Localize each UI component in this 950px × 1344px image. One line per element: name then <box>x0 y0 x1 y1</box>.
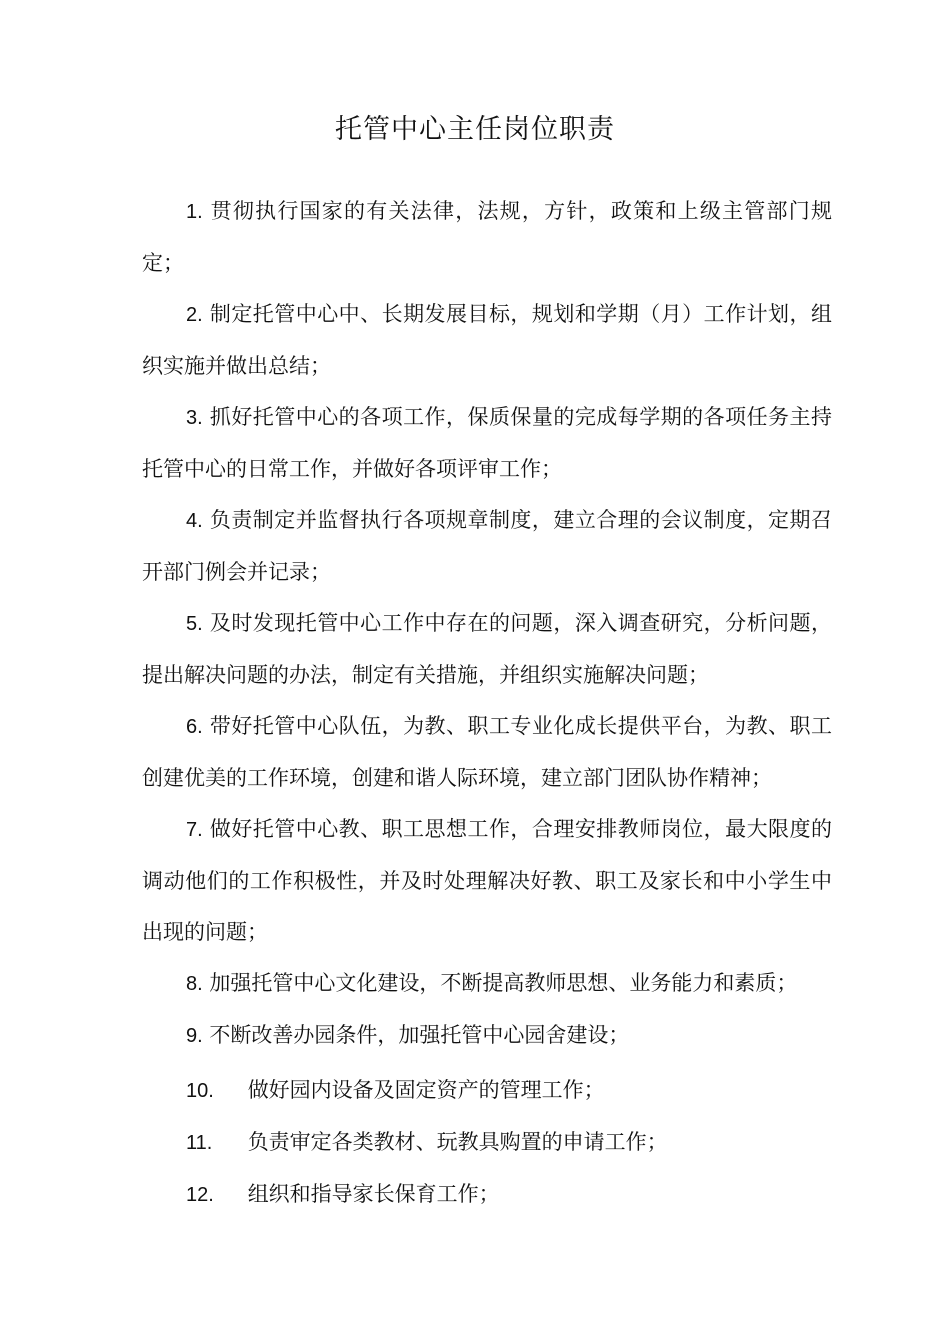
item-text: 负责审定各类教材、玩教具购置的申请工作； <box>247 1130 668 1154</box>
item-number: 4. <box>186 510 203 532</box>
item-text: 不断改善办园条件，加强托管中心园舍建设； <box>209 1023 630 1047</box>
list-item <box>142 1010 832 1062</box>
item-text: 加强托管中心文化建设，不断提高教师思想、业务能力和素质； <box>209 971 798 995</box>
item-text: 带好托管中心队伍，为教、职工专业化成长提供平台，为教、职工创建优美的工作环境，创建和谐人际环境，建立部门团队协作精神； <box>142 714 832 790</box>
item-number: 2. <box>186 304 203 326</box>
item-number: 8. <box>186 973 203 995</box>
list-item <box>142 289 832 392</box>
item-number: 1. <box>186 201 203 223</box>
list-item <box>142 1065 832 1117</box>
list-item <box>142 804 832 958</box>
list-item <box>142 186 832 289</box>
item-number: 9. <box>186 1025 203 1047</box>
list-item <box>142 598 832 701</box>
item-text: 做好园内设备及固定资产的管理工作； <box>247 1078 605 1102</box>
item-number: 7. <box>186 819 203 841</box>
list-item <box>142 495 832 598</box>
item-text: 及时发现托管中心工作中存在的问题，深入调查研究，分析问题，提出解决问题的办法，制定有关措施，并组织实施解决问题； <box>142 611 832 687</box>
list-item <box>142 1117 832 1169</box>
item-number: 10. <box>186 1080 214 1102</box>
item-text: 制定托管中心中、长期发展目标，规划和学期（月）工作计划，组织实施并做出总结； <box>142 302 832 378</box>
item-text: 组织和指导家长保育工作； <box>247 1182 500 1206</box>
item-text: 负责制定并监督执行各项规章制度，建立合理的会议制度，定期召开部门例会并记录； <box>142 508 832 584</box>
item-text: 贯彻执行国家的有关法律，法规，方针，政策和上级主管部门规定； <box>142 199 832 275</box>
item-number: 5. <box>186 613 203 635</box>
item-number: 12. <box>186 1184 214 1206</box>
item-number: 6. <box>186 716 203 738</box>
item-text: 抓好托管中心的各项工作，保质保量的完成每学期的各项任务主持托管中心的日常工作，并做好各项评审工作； <box>142 405 832 481</box>
list-item <box>142 392 832 495</box>
item-number: 3. <box>186 407 203 429</box>
item-number: 11. <box>186 1132 213 1154</box>
list-item <box>142 958 832 1010</box>
document-title: 托管中心主任岗位职责 <box>335 114 615 145</box>
list-item <box>142 701 832 804</box>
list-item <box>142 1169 832 1221</box>
item-text: 做好托管中心教、职工思想工作，合理安排教师岗位，最大限度的调动他们的工作积极性，并及时处理解决好教、职工及家长和中小学生中出现的问题； <box>142 817 832 944</box>
duty-list <box>142 186 832 1221</box>
